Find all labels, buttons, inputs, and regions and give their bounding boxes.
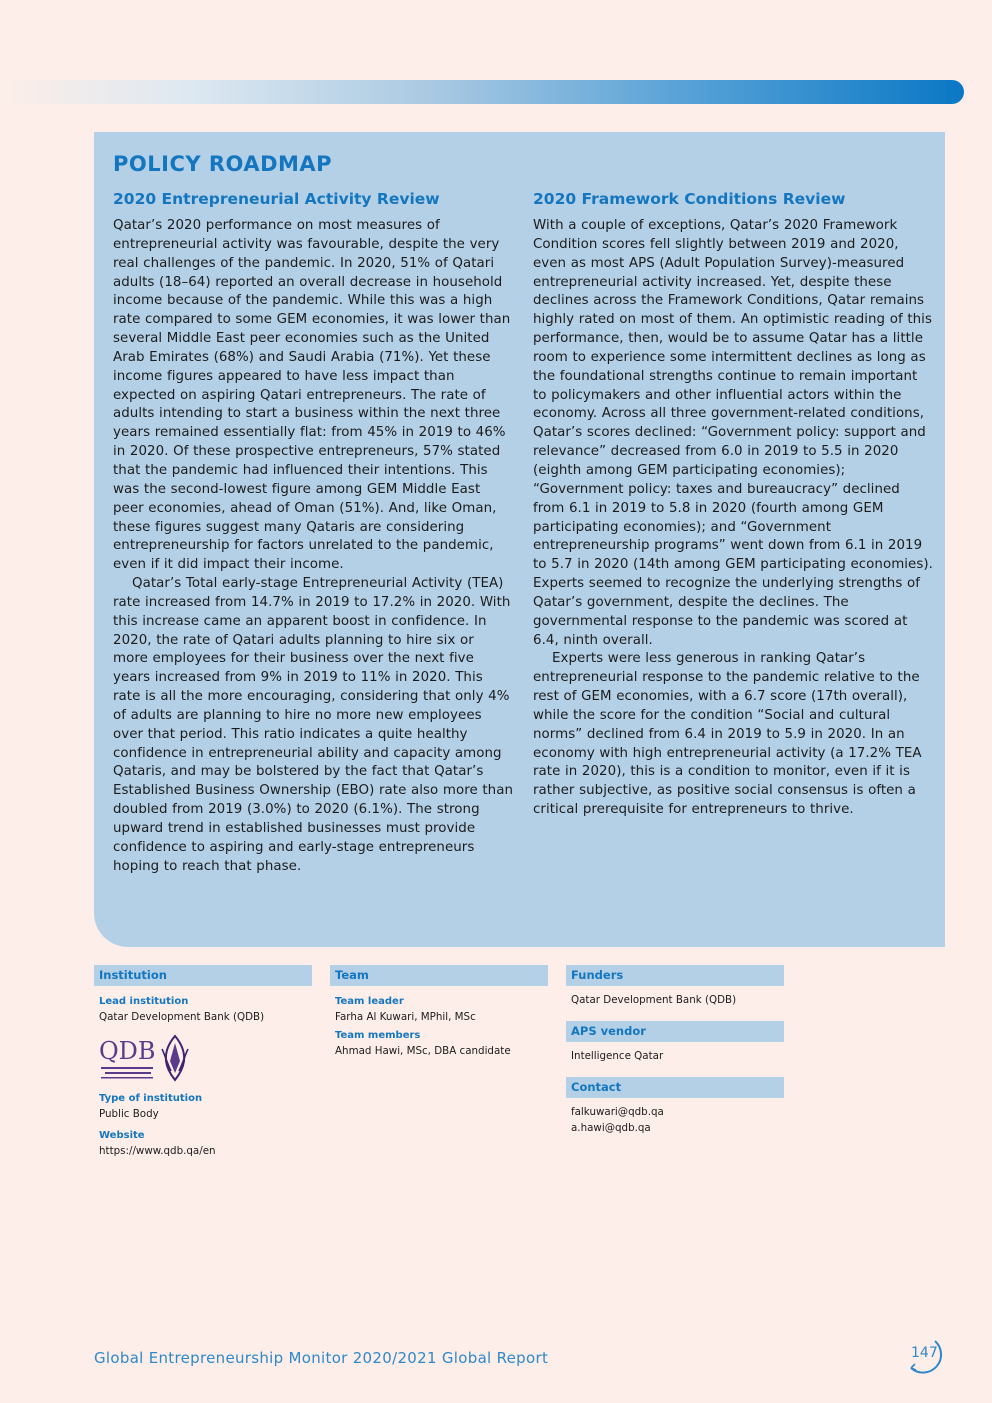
funders-value: Qatar Development Bank (QDB) — [571, 994, 737, 1006]
page-number-badge — [905, 1338, 947, 1374]
funders-column — [566, 965, 784, 1136]
institution-type-label: Type of institution — [99, 1093, 203, 1104]
framework-review-heading: 2020 Framework Conditions Review — [533, 190, 846, 208]
contact-header: Contact — [566, 1077, 784, 1098]
team-header: Team — [330, 965, 548, 986]
team-members-label: Team members — [335, 1030, 421, 1041]
report-title: Global Entrepreneurship Monitor 2020/2021 Global Report — [94, 1349, 549, 1367]
website-link[interactable]: https://www.qdb.qa/en — [99, 1145, 216, 1157]
activity-review-column — [113, 190, 513, 877]
team-leader-label: Team leader — [335, 996, 404, 1007]
activity-review-paragraph: Qatar’s Total early-stage Entrepreneurial Activity (TEA) rate increased from 14.7% in 2019 to 17.2% in 2020. With this increase came an apparent boost in confidence. In 2020, the rate of Qatari adults planning to hire six or more employees for their business over the next five years increased from 9% in 2019 to 11% in 2020. This rate is all the more encouraging, considering that only 4% of adults are planning to hire no more new employees over that period. This ratio indicates a quite healthy confidence in entrepreneurial ability and capacity among Qataris, and may be bolstered by the fact that Qatar’s Established Business Ownership (EBO) rate also more than doubled from 2019 (3.0%) to 2020 (6.1%). The strong upward trend in established businesses must provide confidence to aspiring and early-stage entrepreneurs hoping to reach that phase. — [113, 576, 513, 874]
institution-column — [94, 965, 312, 1159]
institution-header: Institution — [94, 965, 312, 986]
framework-review-paragraph: Experts were less generous in ranking Qatar’s entrepreneurial response to the pandemic relative to the rest of GEM economies, with a 6.7 score (17th overall), while the score for the condition “Social and cultural norms” declined from 6.4 in 2019 to 5.9 in 2020. In an economy with high entrepreneurial activity (a 17.2% TEA rate in 2020), this is a condition to monitor, even if it is rather subjective, as positive social consensus is often a critical prerequisite for entrepreneurs to thrive. — [533, 651, 922, 818]
lead-institution-label: Lead institution — [99, 996, 189, 1007]
funders-header: Funders — [566, 965, 784, 986]
institution-type-value: Public Body — [99, 1108, 159, 1120]
contact-email-1[interactable]: falkuwari@qdb.qa — [571, 1106, 664, 1118]
activity-review-heading: 2020 Entrepreneurial Activity Review — [113, 190, 440, 208]
contact-email-2[interactable]: a.hawi@qdb.qa — [571, 1122, 651, 1134]
aps-vendor-header: APS vendor — [566, 1021, 784, 1042]
page-number: 147 — [911, 1345, 938, 1361]
team-members-value: Ahmad Hawi, MSc, DBA candidate — [335, 1045, 511, 1057]
header-gradient-bar — [0, 80, 964, 104]
section-title: POLICY ROADMAP — [113, 152, 333, 176]
team-leader-value: Farha Al Kuwari, MPhil, MSc — [335, 1011, 476, 1023]
qdb-logo — [99, 1033, 312, 1083]
lead-institution-value: Qatar Development Bank (QDB) — [99, 1011, 265, 1023]
qdb-logo-text: QDB — [99, 1037, 156, 1065]
framework-review-column — [533, 190, 933, 820]
website-label: Website — [99, 1130, 145, 1141]
framework-review-paragraph: With a couple of exceptions, Qatar’s 2020 Framework Condition scores fell slightly between 2019 and 2020, even as most APS (Adult Population Survey)-measured entrepreneurial activity increased. Yet, despite these declines across the Framework Conditions, Qatar remains highly rated on most of them. An optimistic reading of this performance, then, would be to assume Qatar has a little room to experience some intermittent declines as long as the foundational strengths continue to remain important to policymakers and other influential actors within the economy. Across all three government-related conditions, Qatar’s scores declined: “Government policy: support and relevance” decreased from 6.0 in 2019 to 5.5 in 2020 (eighth among GEM participating economies); “Government policy: taxes and bureaucracy” declined from 6.1 in 2019 to 5.8 in 2020 (fourth among GEM participating economies); and “Government entrepreneurship programs” went down from 6.1 in 2019 to 5.7 in 2020 (14th among GEM participating economies). Experts seemed to recognize the underlying strengths of Qatar’s government, despite the declines. The governmental response to the pandemic was scored at 6.4, ninth overall. — [533, 218, 933, 648]
policy-roadmap-panel — [94, 132, 945, 947]
team-column — [330, 965, 548, 1059]
activity-review-paragraph: Qatar’s 2020 performance on most measures of entrepreneurial activity was favourable, despite the very real challenges of the pandemic. In 2020, 51% of Qatari adults (18–64) reported an overall decrease in household income because of the pandemic. While this was a high rate compared to some GEM economies, it was lower than several Middle East peer economies such as the United Arab Emirates (68%) and Saudi Arabia (71%). Yet these income figures appeared to have less impact than expected on aspiring Qatari entrepreneurs. The rate of adults intending to start a business within the next three years remained essentially flat: from 45% in 2019 to 46% in 2020. Of these prospective entrepreneurs, 57% stated that the pandemic had influenced their intentions. This was the second-lowest figure among GEM Middle East peer economies, ahead of Oman (51%). And, like Oman, these figures suggest many Qataris are considering entrepreneurship for factors unrelated to the pandemic, even if it did impact their income. — [113, 218, 511, 573]
aps-vendor-value: Intelligence Qatar — [571, 1050, 664, 1062]
